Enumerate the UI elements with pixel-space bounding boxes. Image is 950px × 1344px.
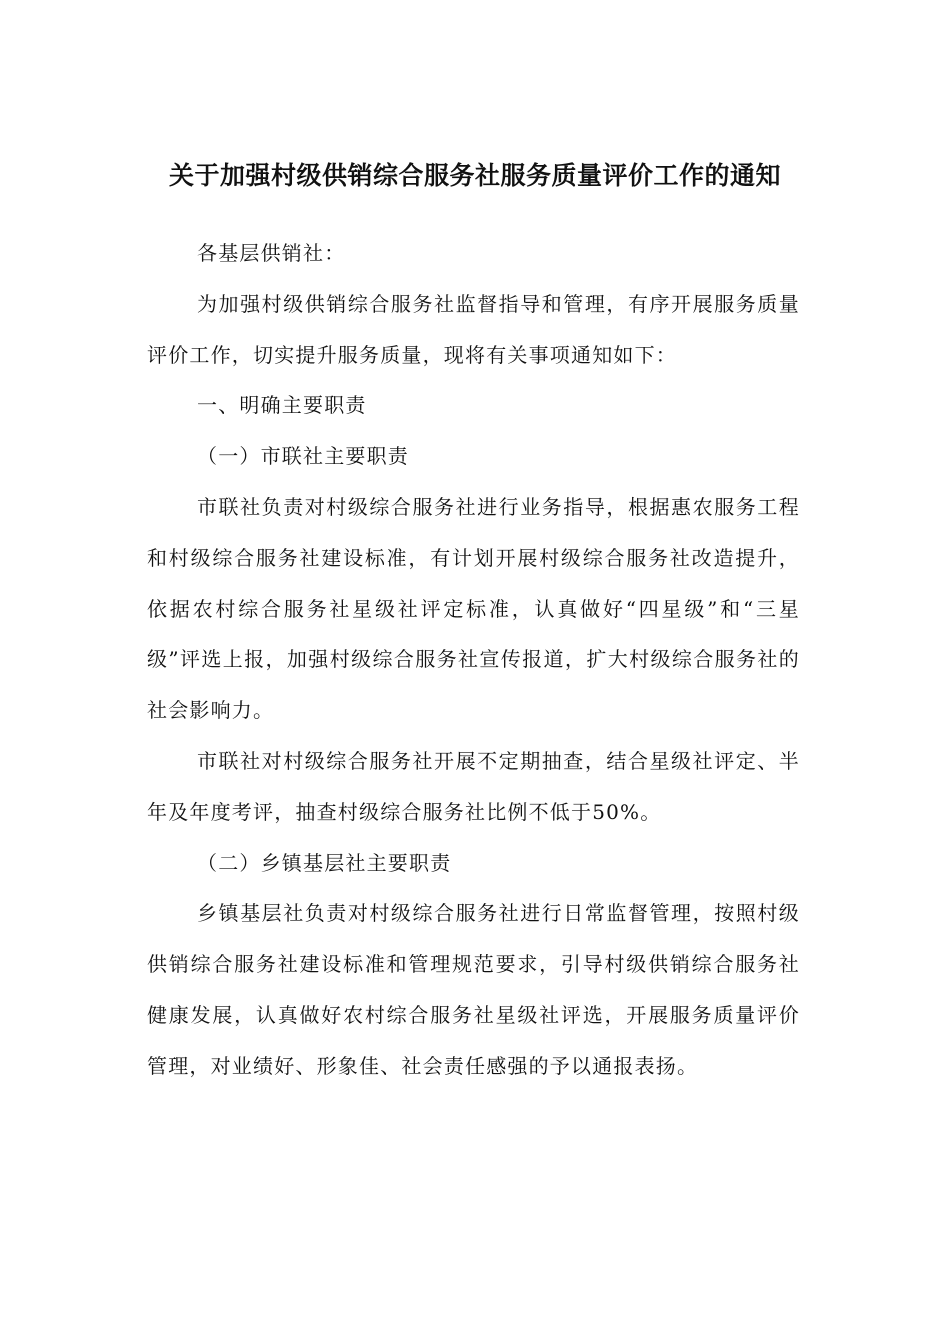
subsection-1-paragraph-2: 市联社对村级综合服务社开展不定期抽查，结合星级社评定、半年及年度考评，抽查村级综合服务社比例不低于50%。	[147, 748, 800, 824]
salutation: 各基层供销社：	[197, 241, 346, 265]
subsection-heading-2: （二）乡镇基层社主要职责	[197, 850, 452, 875]
document-title: 关于加强村级供销综合服务社服务质量评价工作的通知	[168, 161, 781, 190]
section-heading-1: 一、明确主要职责	[197, 393, 367, 418]
subsection-heading-1: （一）市联社主要职责	[197, 444, 409, 469]
document-body	[147, 228, 800, 1092]
intro-paragraph: 为加强村级供销综合服务社监督指导和管理，有序开展服务质量评价工作，切实提升服务质量，现将有关事项通知如下：	[147, 291, 800, 367]
subsection-1-paragraph-1: 市联社负责对村级综合服务社进行业务指导，根据惠农服务工程和村级综合服务社建设标准，有计划开展村级综合服务社改造提升，依据农村综合服务社星级社评定标准，认真做好“四星级”和“三星级”评选上报，加强村级综合服务社宣传报道，扩大村级综合服务社的社会影响力。	[147, 494, 800, 723]
subsection-2-paragraph-1: 乡镇基层社负责对村级综合服务社进行日常监督管理，按照村级供销综合服务社建设标准和管理规范要求，引导村级供销综合服务社健康发展，认真做好农村综合服务社星级社评选，开展服务质量评价管理，对业绩好、形象佳、社会责任感强的予以通报表扬。	[147, 901, 800, 1078]
